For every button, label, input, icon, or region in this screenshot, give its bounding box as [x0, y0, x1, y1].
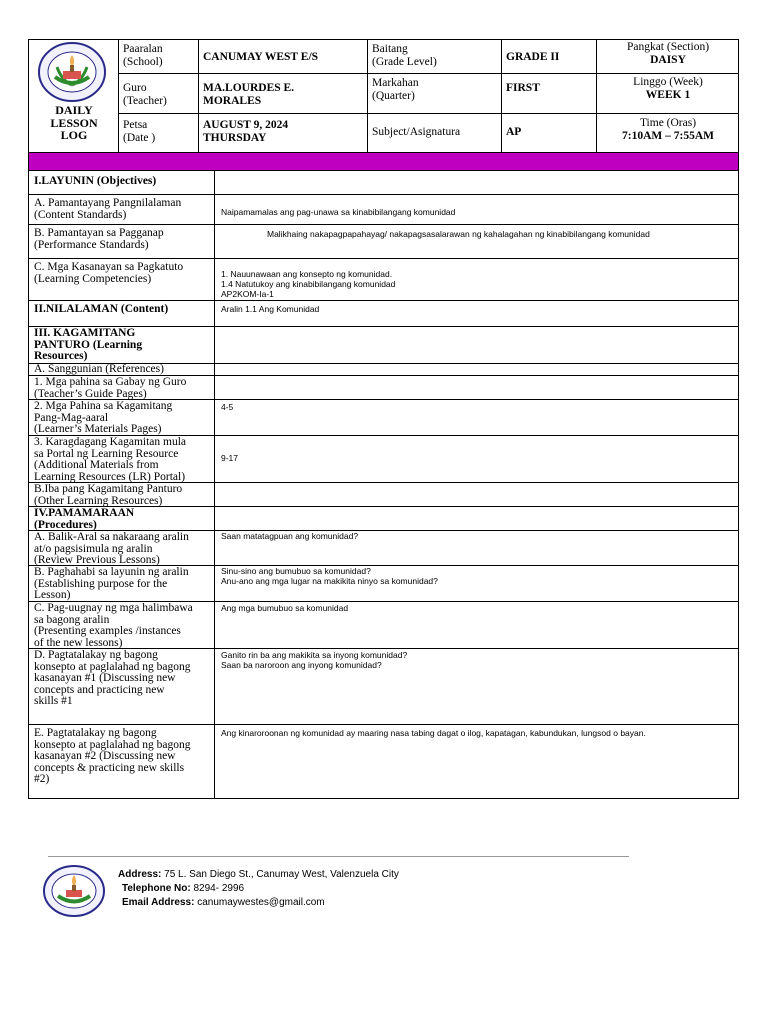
row-label: A. Pamantayang Pangnilalaman (Content Standards): [29, 195, 215, 224]
week-cell: [597, 74, 739, 114]
row-label: B. Pamantayan sa Pagganap (Performance Standards): [29, 225, 215, 258]
email-value: canumaywestes@gmail.com: [197, 897, 325, 908]
row-value: [215, 507, 738, 530]
table-row: [29, 649, 738, 725]
table-row: [29, 483, 738, 507]
lesson-table: [28, 171, 739, 799]
quarter-value: FIRST: [502, 74, 597, 114]
address-value: 75 L. San Diego St., Canumay West, Valenzuela City: [164, 869, 399, 880]
school-seal-icon: [37, 41, 107, 103]
table-row: [29, 507, 738, 531]
table-row: [29, 531, 738, 566]
week-label: Linggo (Week): [633, 76, 703, 88]
row-label: 3. Karagdagang Kagamitan mula sa Portal ng Learning Resource (Additional Materials from Learning Resources (LR) Portal): [29, 436, 215, 482]
row-value: Aralin 1.1 Ang Komunidad: [221, 304, 320, 314]
row-label: D. Pagtatalakay ng bagong konsepto at paglalahad ng bagong kasanayan #1 (Discussing new concepts and practicing new skills #1: [29, 649, 215, 724]
week-value: WEEK 1: [645, 89, 691, 101]
footer-contact: [118, 868, 399, 910]
row-label: II.NILALAMAN (Content): [29, 301, 215, 326]
row-label: IV.PAMAMARAAN (Procedures): [29, 507, 215, 530]
row-value: Ang mga bumubuo sa komunidad: [221, 603, 349, 613]
row-value: 9-17: [221, 453, 239, 463]
teacher-value: MA.LOURDES E. MORALES: [199, 74, 368, 114]
subject-label: Subject/Asignatura: [368, 114, 502, 153]
table-row: [29, 602, 738, 649]
subject-value: AP: [502, 114, 597, 153]
row-label: III. KAGAMITANG PANTURO (Learning Resources): [29, 327, 215, 363]
row-label: 1. Mga pahina sa Gabay ng Guro (Teacher’s Guide Pages): [29, 376, 215, 399]
grade-label: Baitang (Grade Level): [368, 40, 502, 74]
table-row: [29, 436, 738, 483]
section-value: DAISY: [650, 54, 686, 66]
table-row: [29, 566, 738, 602]
address-label: Address:: [118, 869, 162, 880]
header-table: [28, 39, 739, 153]
school-label: Paaralan (School): [119, 40, 199, 74]
row-value: [215, 327, 738, 363]
row-label: A. Sanggunian (References): [29, 364, 215, 375]
date-label: Petsa (Date ): [119, 114, 199, 153]
row-value: [215, 483, 738, 506]
row-label: 2. Mga Pahina sa Kagamitang Pang-Mag-aaral (Learner’s Materials Pages): [29, 400, 215, 435]
row-value: [215, 376, 738, 399]
row-label: B. Paghahabi sa layunin ng aralin (Establishing purpose for the Lesson): [29, 566, 215, 601]
row-value: [215, 171, 738, 194]
color-band: [28, 153, 739, 171]
table-row: [29, 725, 738, 798]
table-row: [29, 195, 738, 225]
row-label: C. Pag-uugnay ng mga halimbawa sa bagong aralin (Presenting examples /instances of the new lessons): [29, 602, 215, 648]
row-value: Sinu-sino ang bumubuo sa komunidad? Anu-ano ang mga lugar na makikita ninyo sa komunidad?: [221, 566, 438, 586]
time-value: 7:10AM – 7:55AM: [622, 130, 714, 142]
row-label: B.Iba pang Kagamitang Panturo (Other Learning Resources): [29, 483, 215, 506]
phone-line: [118, 882, 399, 896]
table-row: [29, 400, 738, 436]
table-row: [29, 327, 738, 364]
school-seal-icon: [42, 864, 106, 918]
teacher-label: Guro (Teacher): [119, 74, 199, 114]
table-row: [29, 376, 738, 400]
row-value: Saan matatagpuan ang komunidad?: [221, 531, 359, 541]
date-value: AUGUST 9, 2024 THURSDAY: [199, 114, 368, 153]
section-label: Pangkat (Section): [626, 41, 710, 53]
school-value: CANUMAY WEST E/S: [199, 40, 368, 74]
table-row: [29, 259, 738, 301]
phone-value: 8294- 2996: [193, 883, 245, 894]
row-value: 1. Nauunawaan ang konsepto ng komunidad. 1.4 Natutukoy ang kinabibilangang komunidad AP2KOM-Ia-1: [221, 269, 396, 299]
document-title: DAILY LESSON LOG: [50, 103, 98, 142]
quarter-label: Markahan (Quarter): [368, 74, 502, 114]
row-value: Naipamamalas ang pag-unawa sa kinabibilangang komunidad: [221, 207, 456, 217]
table-row: [29, 364, 738, 376]
time-cell: [597, 114, 739, 153]
row-value: Ang kinaroroonan ng komunidad ay maaring nasa tabing dagat o ilog, kapatagan, kabundukan, lungsod o bayan.: [221, 728, 646, 738]
grade-value: GRADE II: [502, 40, 597, 74]
footer-divider: [48, 856, 629, 857]
logo-cell: [29, 40, 119, 153]
address-line: [118, 868, 399, 882]
row-value: 4-5: [221, 402, 234, 412]
phone-label: Telephone No:: [122, 883, 191, 894]
section-cell: [597, 40, 739, 74]
table-row: [29, 225, 738, 259]
table-row: [29, 171, 738, 195]
row-label: E. Pagtatalakay ng bagong konsepto at paglalahad ng bagong kasanayan #2 (Discussing new concepts & practicing new skills #2): [29, 725, 215, 798]
email-label: Email Address:: [122, 897, 195, 908]
row-label: C. Mga Kasanayan sa Pagkatuto (Learning Competencies): [29, 259, 215, 300]
row-label: I.LAYUNIN (Objectives): [29, 171, 215, 194]
email-line: [118, 896, 399, 910]
row-value: [215, 364, 738, 375]
row-value: Ganito rin ba ang makikita sa inyong komunidad? Saan ba naroroon ang inyong komunidad?: [221, 650, 408, 670]
table-row: [29, 301, 738, 327]
time-label: Time (Oras): [639, 117, 697, 129]
row-value: Malikhaing nakapagpapahayag/ nakapagsasalarawan ng kahalagahan ng kinabibilangang komunidad: [267, 229, 650, 239]
row-label: A. Balik-Aral sa nakaraang aralin at/o pagsisimula ng aralin (Review Previous Lessons): [29, 531, 215, 565]
